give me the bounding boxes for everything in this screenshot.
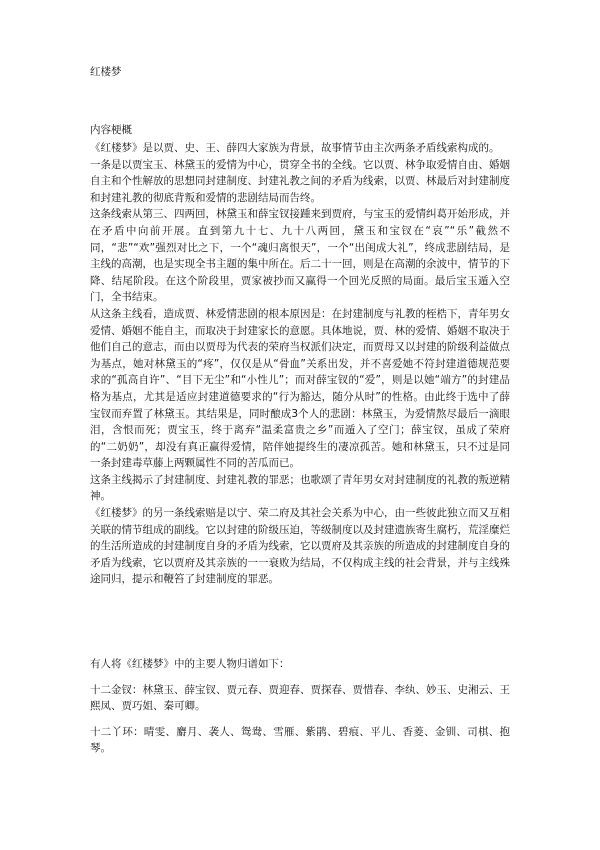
character-group: 十二丫环：晴雯、麝月、袭人、鸳鸯、雪雁、紫鹃、碧痕、平儿、香菱、金钏、司棋、抱琴。 [90, 725, 510, 755]
summary-paragraph: 《红楼梦》是以贾、史、王、薛四大家族为背景，故事情节由主次两条矛盾线索构成的。 [90, 142, 500, 154]
summary-paragraph: 《红楼梦》的另一条线索赔是以宁、荣二府及其社会关系为中心，由一些彼此独立而又互相关联的情节组成的副线。它以封建的阶级压迫，等级制度以及封建遗族寄生腐朽，荒淫糜烂的生活所造成的封建制度自身的矛盾为线索，它以贾府及其亲族的所造成的封建制度自身的矛盾为线索，它以贾府及其亲族的一一衰败为结局，不仅构成主线的社会背景，并与主线殊途同归，提示和鞭笞了封建制度的罪恶。 [90, 507, 510, 586]
summary-paragraph: 这条线索从第三、四两回，林黛玉和薛宝钗接踵来到贾府，与宝玉的爱情纠葛开始形成，并在矛盾中向前开展。直到第九十七、九十八两回，黛玉和宝钗在“哀”“乐”截然不同，“悲”“欢”强烈对比之下，一个“魂归离恨天”，一个“出闺成大礼”，终成悲剧结局，是主线的高潮，也是实现全书主题的集中所在。后二十一回，则是在高潮的余波中，情节的下降、结尾阶段。在这个阶段里，贾家被抄而又赢得一个回光反照的局面。最后宝玉遁入空门，全书结束。 [90, 208, 510, 304]
document-title: 红楼梦 [90, 66, 122, 78]
characters-intro: 有人将《红楼梦》中的主要人物归谱如下： [90, 658, 290, 670]
summary-paragraph: 从这条主线看，造成贾、林爱情悲剧的根本原因是：在封建制度与礼教的桎梏下，青年男女爱情、婚姻不能自主，而取决于封建家长的意愿。具体地说，贾、林的爱情、婚姻不取决于他们自己的意志，而由以贾母为代表的荣府当权派们决定，而贾母又以封建的阶级利益做点为基点，她对林黛玉的“疼”，仅仅是从“骨血”关系出发，并不喜爱她不符封建道德规范要求的“孤高自许”、“目下无尘”和“小性儿”；而对薛宝钗的“爱”，则是以她“端方”的封建品格为基点，尤其是适应封建道德要求的“行为豁达，随分从时”的性格。由此终于选中了薛宝钗而弃置了林黛玉。其结果是，同时酿成3个人的悲剧：林黛玉，为爱情熬尽最后一滴眼泪，含恨而死；贾宝玉，终于离弃“温柔富贵之乡”而遁入了空门；薛宝钗，虽成了荣府的“二奶奶”，却没有真正赢得爱情，陪伴她提终生的凄凉孤苦。她和林黛玉，只不过是同一条封建毒草藤上两颗属性不同的苦瓜而已。 [90, 307, 510, 470]
summary-paragraph: 这条主线揭示了封建制度、封建礼教的罪恶；也歌颂了青年男女对封建制度的礼教的叛逆精神。 [90, 473, 510, 503]
summary-section [90, 122, 510, 588]
characters-section [90, 656, 510, 766]
character-group: 十二金钗：林黛玉、薛宝钗、贾元春、贾迎春、贾探春、贾惜春、李纨、妙玉、史湘云、王熙凤、贾巧姐、秦可卿。 [90, 683, 510, 713]
summary-paragraph: 一条是以贾宝玉、林黛玉的爱情为中心，贯穿全书的全线。它以贾、林争取爱情自由、婚姻自主和个性解放的思想同封建制度、封建礼教之间的矛盾为线索，以贾、林最后对封建制度和封建礼教的彻底背叛和爱情的悲剧结局而告终。 [90, 158, 510, 204]
summary-heading: 内容梗概 [90, 124, 132, 136]
